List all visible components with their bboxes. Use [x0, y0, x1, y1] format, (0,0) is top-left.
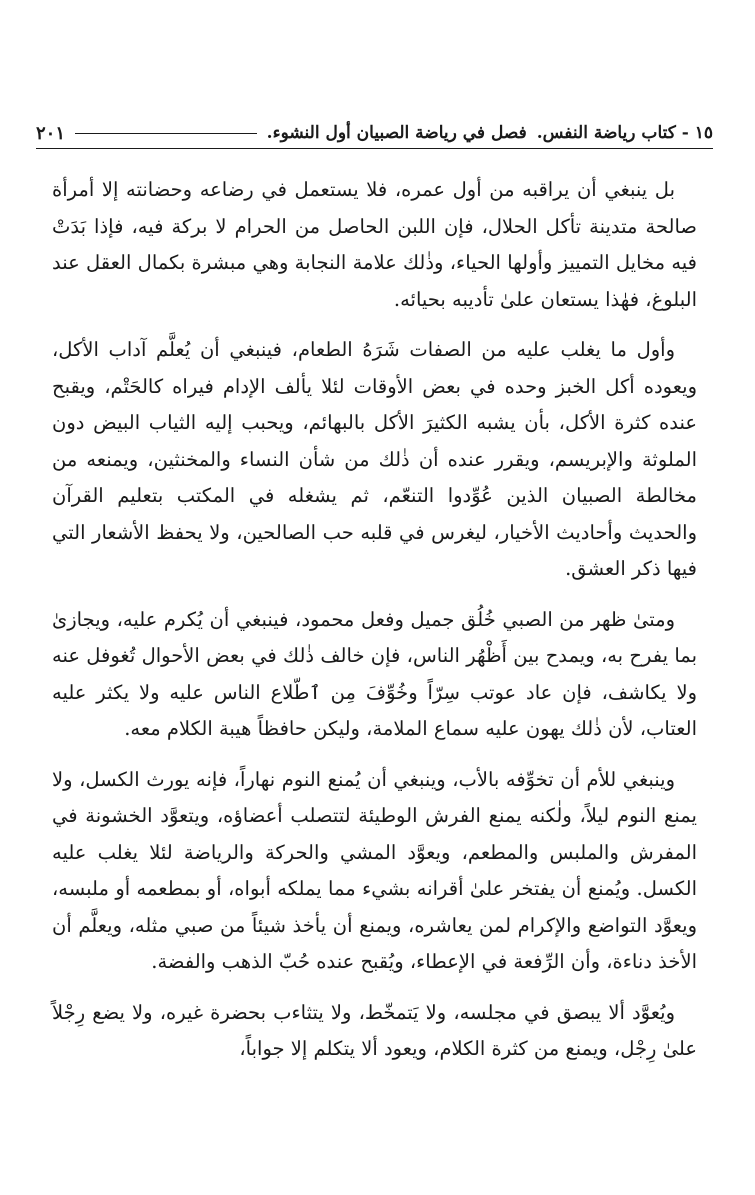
paragraph: ومتىٰ ظهر من الصبي خُلُق جميل وفعل محمود، فينبغي أن يُكرم عليه، ويجازىٰ بما يفرح به، ويمدح بين أَظْهُر الناس، فإن خالف ذٰلك في بعض الأحوال تُغوفل عنه ولا يكاشف، فإن عاد عوتب سِرّاً وخُوِّفَ مِن ٱطّلاع الناس عليه ولا يكثر عليه العتاب، لأن ذٰلك يهون عليه سماع الملامة، وليكن حافظاً هيبة الكلام معه. — [52, 607, 697, 740]
running-header — [36, 118, 713, 149]
page-number: ٢٠١ — [36, 122, 66, 144]
header-rule — [75, 133, 257, 134]
body-text — [52, 172, 697, 1082]
paragraph: بل ينبغي أن يراقبه من أول عمره، فلا يستعمل في رضاعه وحضانته إلا أمرأة صالحة متدينة تأكل الحلال، فإن اللبن الحاصل من الحرام لا بركة فيه، فإذا بَدَتْ فيه مخايل التمييز وأولها الحياء، وذٰلك علامة النجابة وهي مبشرة بكمال العقل عند البلوغ، فهٰذا يستعان علىٰ تأديبه بحيائه. — [52, 178, 697, 311]
section-title: فصل في رياضة الصبيان أول النشوء. — [266, 123, 527, 143]
header-titles — [267, 123, 713, 143]
paragraph: وينبغي للأم أن تخوِّفه بالأب، وينبغي أن يُمنع النوم نهاراً، فإنه يورث الكسل، ولا يمنع النوم ليلاً، ولٰكنه يمنع الفرش الوطيئة لتتصلب أعضاؤه، ويتعوَّد الخشونة في المفرش والملبس والمطعم، ويعوَّد المشي والحركة والرياضة لئلا يغلب عليه الكسل. ويُمنع أن يفتخر علىٰ أقرانه بشيء مما يملكه أبواه، أو بمطعمه أو ملبسه، ويعوَّد التواضع والإكرام لمن يعاشره، ويمنع أن يأخذ شيئاً من صبي مثله، ويعلَّم أن الأخذ دناءة، وأن الرِّفعة في الإعطاء، ويُقبح عنده حُبّ الذهب والفضة. — [52, 767, 697, 973]
paragraph: وأول ما يغلب عليه من الصفات شَرَهُ الطعام، فينبغي أن يُعلَّم آداب الأكل، ويعوده أكل الخبز وحده في بعض الأوقات لئلا يألف الإدام فيراه كالحَتْم، ويقبح عنده كثرة الأكل، بأن يشبه الكثيرَ الأكل بالبهائم، ويحبب إليه الثياب البيض دون الملوثة والإبريسم، ويقرر عنده أن ذٰلك من شأن النساء والمخنثين، ويمنعه من مخالطة الصبيان الذين عُوِّدوا التنعّم، ثم يشغله في المكتب بتعليم القرآن والحديث وأحاديث الأخيار، ليغرس في قلبه حب الصالحين، ولا يحفظ الأشعار التي فيها ذكر العشق. — [52, 338, 697, 580]
paragraph: ويُعوَّد ألا يبصق في مجلسه، ولا يَتمخّط، ولا يتثاءب بحضرة غيره، ولا يضع رِجْلاً علىٰ رِجْل، ويمنع من كثرة الكلام، ويعود ألا يتكلم إلا جواباً، — [52, 1000, 697, 1060]
chapter-title: ١٥ - كتاب رياضة النفس. — [536, 123, 713, 143]
